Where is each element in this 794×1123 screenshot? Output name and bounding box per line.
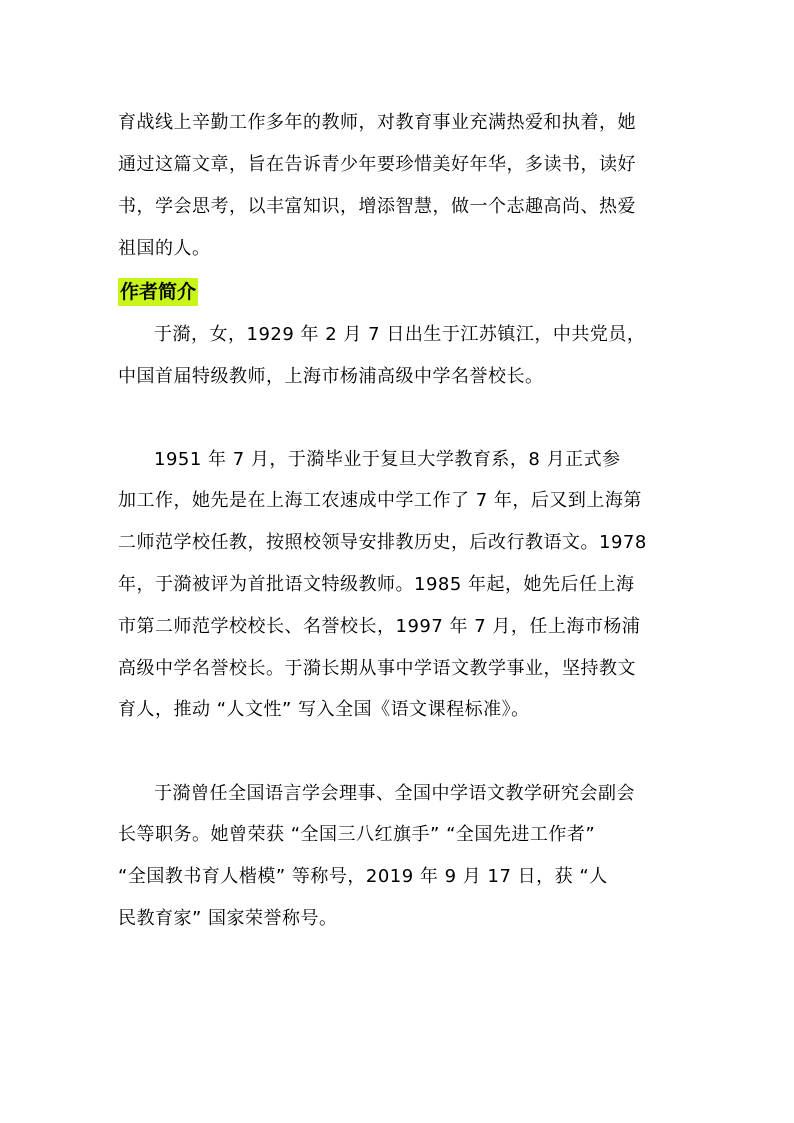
para1-line-2: 中国首届特级教师，上海市杨浦高级中学名誉校长。 (118, 366, 544, 387)
intro-line-1: 育战线上辛勤工作多年的教师，对教育事业充满热爱和执着，她 (118, 112, 636, 133)
section-heading: 作者简介 (118, 278, 198, 306)
intro-line-2: 通过这篇文章，旨在告诉青少年要珍惜美好年华，多读书，读好 (118, 154, 636, 175)
para2-line-4: 年，于漪被评为首批语文特级教师。1985 年起，她先后任上海 (118, 574, 635, 595)
para2-line-5: 市第二师范学校校长、名誉校长，1997 年 7 月，任上海市杨浦 (118, 616, 641, 637)
intro-line-4: 祖国的人。 (118, 238, 211, 259)
para2-line-7: 育人，推动 “人文性” 写入全国《语文课程标准》。 (118, 699, 530, 720)
para1-line-1: 于漪，女，1929 年 2 月 7 日出生于江苏镇江，中共党员， (154, 324, 646, 345)
para2-line-3: 二师范学校任教，按照校领导安排教历史，后改行教语文。1978 (118, 532, 647, 553)
para2-line-2: 加工作，她先是在上海工农速成中学工作了 7 年，后又到上海第 (118, 490, 642, 511)
para3-line-3: “全国教书育人楷模” 等称号，2019 年 9 月 17 日，获 “人 (118, 866, 608, 887)
intro-line-3: 书，学会思考，以丰富知识，增添智慧，做一个志趣高尚、热爱 (118, 196, 636, 217)
para2-line-1: 1951 年 7 月，于漪毕业于复旦大学教育系，8 月正式参 (154, 449, 621, 470)
para3-line-4: 民教育家” 国家荣誉称号。 (118, 908, 338, 929)
para3-line-1: 于漪曾任全国语言学会理事、全国中学语文教学研究会副会 (154, 783, 635, 804)
para3-line-2: 长等职务。她曾荣获 “全国三八红旗手” “全国先进工作者” (118, 824, 596, 845)
para2-line-6: 高级中学名誉校长。于漪长期从事中学语文教学事业，坚持教文 (118, 658, 636, 679)
